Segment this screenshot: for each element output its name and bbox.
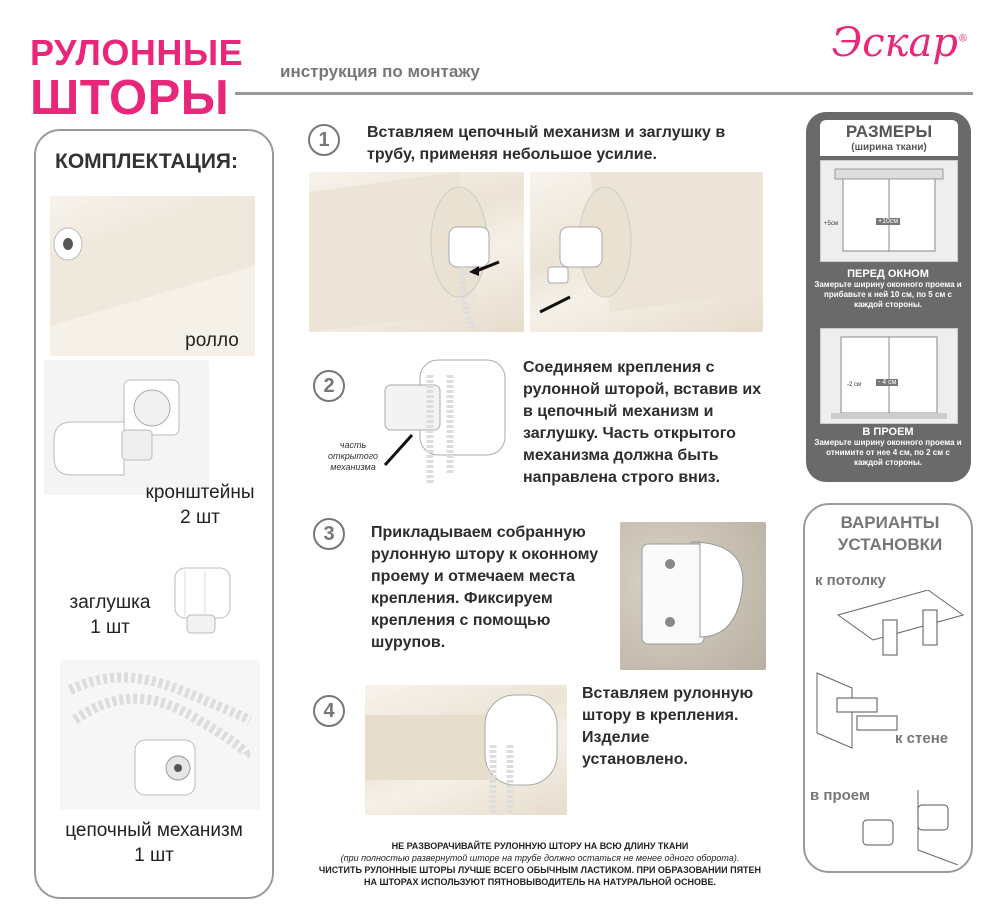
step-1-illustration-b xyxy=(530,172,763,332)
footer-line-3: ЧИСТИТЬ РУЛОННЫЕ ШТОРЫ ЛУЧШЕ ВСЕГО ОБЫЧНЫМ ЛАСТИКОМ. ПРИ ОБРАЗОВАНИИ ПЯТЕН xyxy=(318,865,762,875)
window-inside-illustration xyxy=(821,329,957,423)
sizes-before-title: ПЕРЕД ОКНОМ xyxy=(847,268,929,280)
variant-ceiling-illustration xyxy=(828,590,968,675)
step-2-illustration xyxy=(380,355,510,490)
chain-name: цепочный механизм xyxy=(65,820,243,841)
subtitle: инструкция по монтажу xyxy=(280,62,480,81)
logo-text: Эскар xyxy=(831,20,958,66)
dim-before-center: +10см xyxy=(878,218,899,225)
dim-inside-center: - 4 см xyxy=(878,379,897,386)
step-2-number: 2 xyxy=(313,370,345,402)
chain-photo xyxy=(60,660,260,810)
step-4-number: 4 xyxy=(313,695,345,727)
footer-line-4: НА ШТОРАХ ИСПОЛЬЗУЮТ ПЯТНОВЫВОДИТЕЛЬ НА НАТУРАЛЬНОЙ ОСНОВЕ. xyxy=(363,877,717,887)
sizes-before-caption xyxy=(812,268,964,310)
kit-title: КОМПЛЕКТАЦИЯ: xyxy=(55,150,239,173)
plug-name: заглушка xyxy=(69,592,151,613)
step-3-photo xyxy=(620,522,766,670)
step-1-number: 1 xyxy=(308,124,340,156)
brackets-name: кронштейны xyxy=(145,482,255,503)
step-1-illustration-a xyxy=(309,172,524,332)
step-1-photo-b xyxy=(530,172,763,332)
plug-illustration xyxy=(165,560,245,640)
footer-note xyxy=(280,840,800,888)
brackets-qty: 2 шт xyxy=(180,507,220,528)
kit-label-plug xyxy=(55,590,165,640)
step-1-photo-a xyxy=(309,172,524,332)
step-4-illustration xyxy=(365,685,567,815)
sizes-inside-caption xyxy=(812,426,964,468)
step-3-text: Прикладываем собранную рулонную штору к оконному проему и отмечаем места крепления. Фиксируем крепления с помощью шурупов. xyxy=(371,524,599,651)
step-2-caption: часть открытого механизма xyxy=(327,440,379,472)
variants-title: ВАРИАНТЫ УСТАНОВКИ xyxy=(837,513,943,554)
kit-label-chain xyxy=(44,818,264,868)
variant-opening-label: в проем xyxy=(810,787,871,804)
variant-wall-illustration xyxy=(812,668,902,753)
step-1-text: Вставляем цепочный механизм и заглушку в трубу, применяя небольшое усилие. xyxy=(367,124,726,163)
window-before-illustration xyxy=(821,161,957,261)
step-3-number: 3 xyxy=(313,518,345,550)
step-3-illustration xyxy=(620,522,766,670)
header-rule xyxy=(235,92,973,95)
brackets-illustration xyxy=(44,360,209,495)
step-4-text: Вставляем рулонную штору в крепления. Изделие установлено. xyxy=(582,685,754,768)
footer-line-2: (при полностью развернутой шторе на трубе должно остаться не менее одного оборота). xyxy=(340,853,740,863)
step-2-text: Соединяем крепления с рулонной шторой, вставив их в цепочный механизм и заглушку. Часть открытого механизма должна быть направлена строго вниз. xyxy=(523,359,762,486)
title-line-2: ШТОРЫ xyxy=(30,71,230,125)
sizes-inside-title: В ПРОЕМ xyxy=(862,426,914,438)
plug-qty: 1 шт xyxy=(90,617,130,638)
footer-line-1: НЕ РАЗВОРАЧИВАЙТЕ РУЛОННУЮ ШТОРУ НА ВСЮ ДЛИНУ ТКАНИ xyxy=(391,841,689,851)
chain-qty: 1 шт xyxy=(134,845,174,866)
variant-ceiling-label: к потолку xyxy=(815,572,886,589)
window-before-diagram xyxy=(820,160,958,262)
sizes-inside-text: Замерьте ширину оконного проема и отнимите от нее 4 см, по 2 см с каждой стороны. xyxy=(814,438,962,467)
dim-inside-side: -2 см xyxy=(847,382,862,388)
title-line-1: РУЛОННЫЕ xyxy=(30,32,244,73)
dim-before-side: +5см xyxy=(824,221,838,227)
chain-illustration xyxy=(60,660,260,810)
sizes-before-text: Замерьте ширину оконного проема и прибавьте к ней 10 см, по 5 см с каждой стороны. xyxy=(814,280,962,309)
brand-logo xyxy=(832,20,968,66)
sizes-header xyxy=(820,120,958,156)
kit-label-brackets xyxy=(135,480,265,530)
variant-opening-illustration xyxy=(858,790,963,865)
variant-wall-label: к стене xyxy=(895,730,949,747)
step-4-photo xyxy=(365,685,567,815)
kit-label-roll: ролло xyxy=(185,330,239,351)
sizes-title: РАЗМЕРЫ xyxy=(845,122,933,141)
sizes-subtitle: (ширина ткани) xyxy=(851,142,927,153)
window-inside-diagram xyxy=(820,328,958,424)
brackets-photo xyxy=(44,360,209,495)
logo-mark: ® xyxy=(958,33,968,45)
